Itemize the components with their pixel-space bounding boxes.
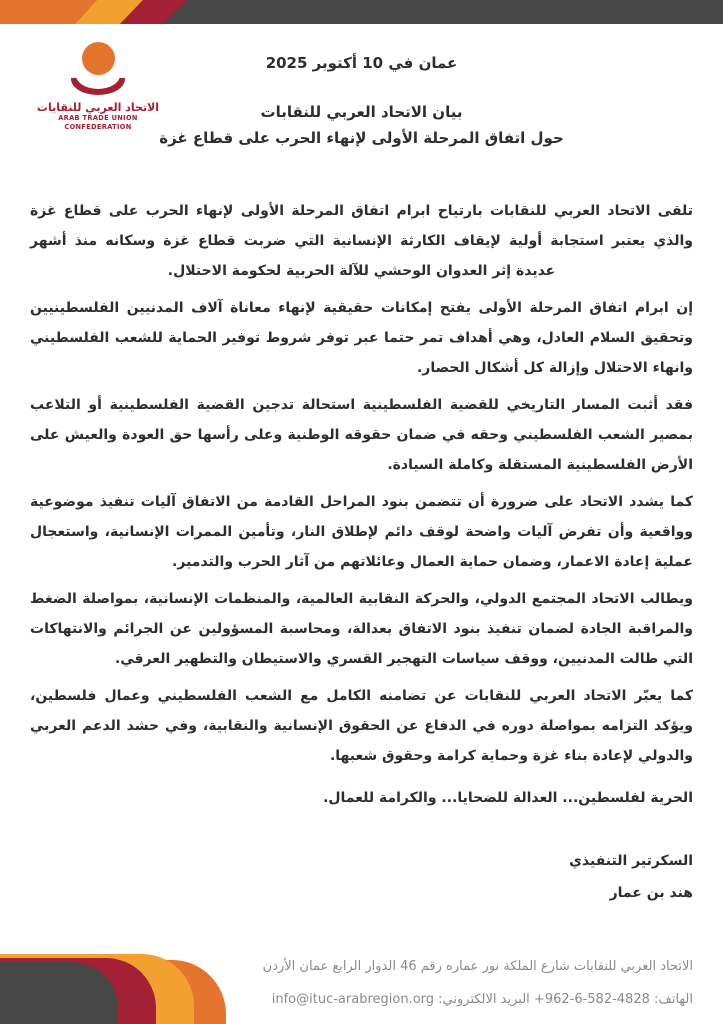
document-header: [60, 52, 663, 151]
statement-paragraph: ويطالب الاتحاد المجتمع الدولي، والحركة النقابية العالمية، والمنظمات الإنسانية، بمواصلة الضغط والمراقبة الجادة لضمان تنفيذ بنود الاتفاق بعدالة، ومحاسبة المسؤولين عن الجرائم والانتهاكات التي طالت المدنيين، ووقف سياسات التهجير القسري والاستيطان والتطهير العرقي.: [30, 591, 693, 667]
footer-phone-label: الهاتف:: [654, 992, 693, 1007]
footer-phone: +962-6-582-4828: [533, 992, 650, 1007]
signature-title: السكرتير التنفيذي: [569, 853, 693, 869]
signature-block: [30, 845, 693, 909]
statement-body: [30, 196, 693, 909]
top-banner: [0, 0, 723, 24]
footer-email-label: البريد الالكتروني:: [438, 992, 530, 1007]
statement-paragraph: فقد أثبت المسار التاريخي للقضية الفلسطينية استحالة تدجين القضية الفلسطينية أو التلاعب بمصير الشعب الفلسطيني وحقه في ضمان حقوقه الوطنية وعلى رأسها حق العودة والعيش على الأرض الفلسطينية المستقلة وكاملة السيادة.: [30, 397, 693, 473]
footer-contact-line: [235, 983, 693, 1016]
footer-email: info@ituc-arabregion.org: [271, 992, 435, 1007]
statement-paragraph: إن ابرام اتفاق المرحلة الأولى يفتح إمكانات حقيقية لإنهاء معاناة آلاف المدنيين الفلسطينيين وتحقيق السلام العادل، وهي أهداف تمر حتما عبر توفر شروط توفير الحماية للشعب الفلسطيني وانهاء الاحتلال وإزالة كل أشكال الحصار.: [30, 300, 693, 376]
statement-paragraph: كما يعبّر الاتحاد العربي للنقابات عن تضامنه الكامل مع الشعب الفلسطيني وعمال فلسطين، ويؤكد التزامه بمواصلة دوره في الدفاع عن الحقوق الإنسانية والنقابية، وفي حشد الدعم العربي والدولي لإعادة بناء غزة وحماية كرامة وحقوق شعبها.: [30, 688, 693, 764]
statement-paragraph: كما يشدد الاتحاد على ضرورة أن تتضمن بنود المراحل القادمة من الاتفاق آليات تنفيذ موضوعية وواقعية وأن تفرض آليات واضحة لوقف دائم لإطلاق النار، وتأمين الممرات الإنسانية، واستعجال عملية إعادة الاعمار، وضمان حماية العمال وعائلاتهم من آثار الحرب والتدمير.: [30, 494, 693, 570]
logo-name-english: ARAB TRADE UNION CONFEDERATION: [58, 114, 138, 131]
date-line: عمان في 10 أكتوبر 2025: [265, 54, 458, 72]
footer-address: الاتحاد العربي للنقابات شارع الملكة نور عماره رقم 46 الدوار الرابع عمان الأردن: [262, 959, 693, 974]
footer: [235, 950, 693, 1016]
logo-name-arabic: الاتحاد العربي للنقابات: [36, 101, 160, 114]
footer-decoration-charcoal: [0, 962, 118, 1024]
signature-name: هند بن عمار: [609, 885, 693, 901]
statement-title-line-1: بيان الاتحاد العربي للنقابات: [260, 103, 463, 121]
statement-title-line-2: حول اتفاق المرحلة الأولى لإنهاء الحرب على قطاع غزة: [159, 129, 564, 147]
closing-slogan: الحرية لفلسطين... العدالة للضحايا... والكرامة للعمال.: [323, 790, 693, 806]
statement-paragraph: تلقى الاتحاد العربي للنقابات بارتياح ابرام اتفاق المرحلة الأولى لإنهاء الحرب على قطاع غزة والذي يعتبر استجابة أولية لإيقاف الكارثة الإنسانية التي ضربت قطاع غزة وسكانه منذ أشهر عديدة إثر العدوان الوحشي للآلة الحربية لحكومة الاحتلال.: [30, 203, 693, 279]
